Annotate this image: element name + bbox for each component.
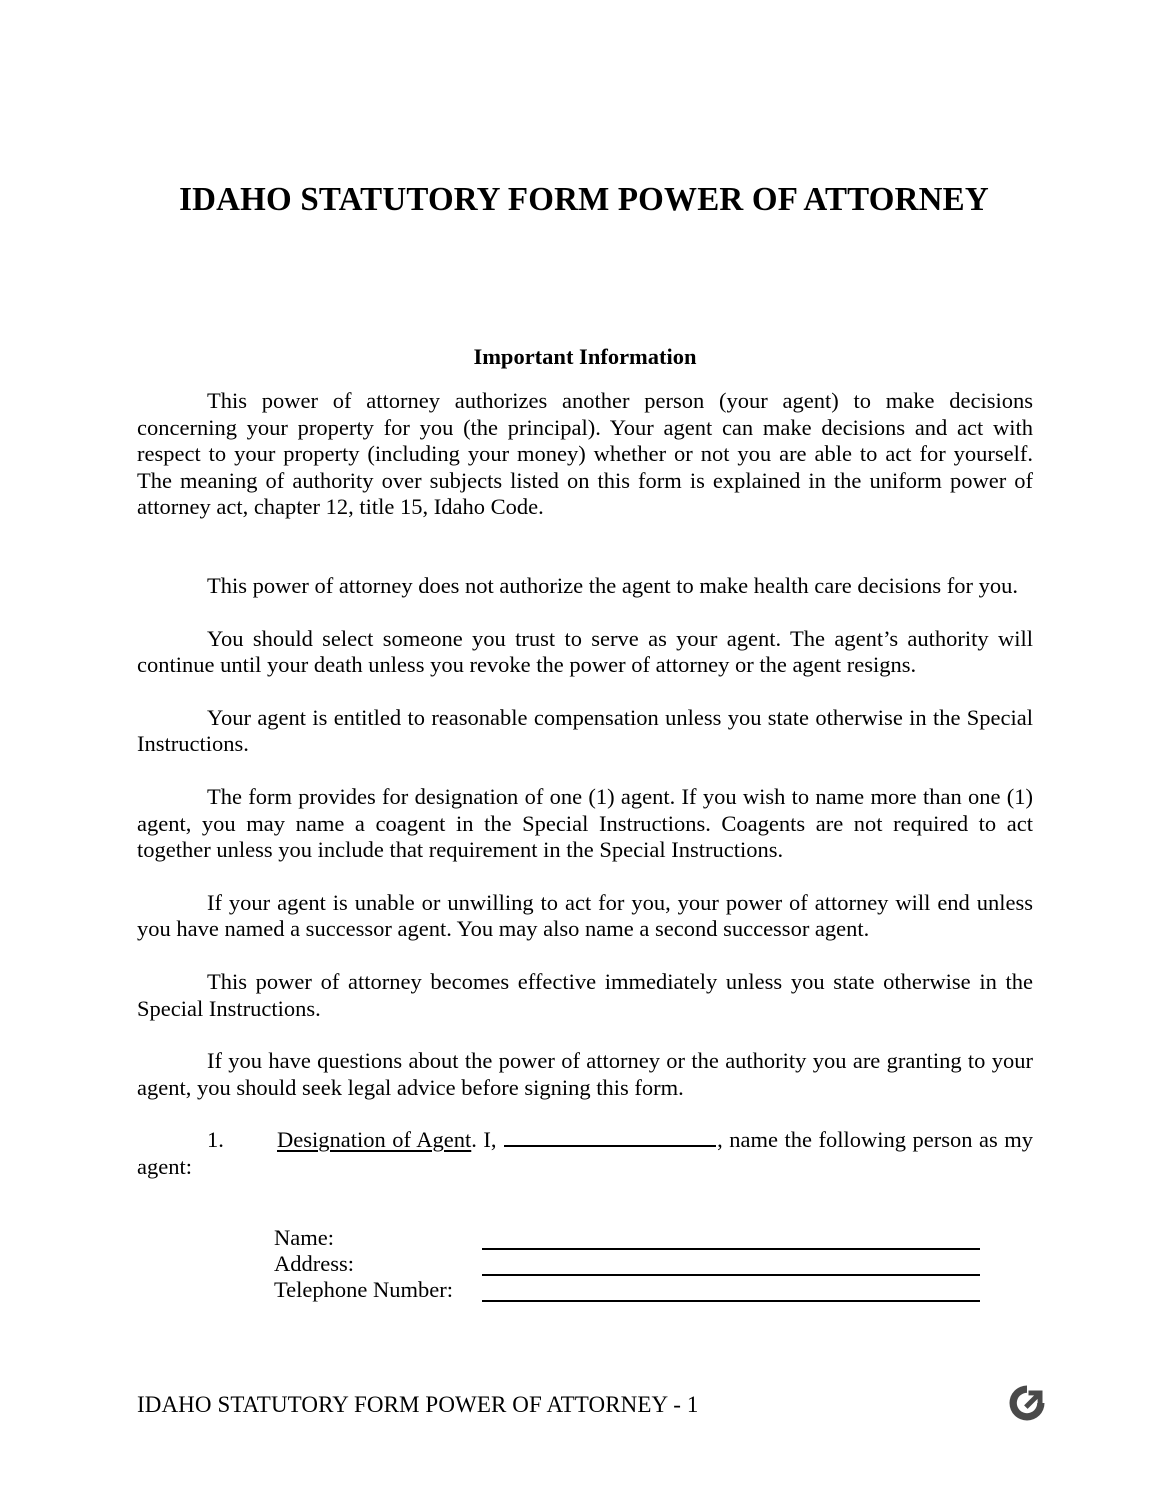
paragraph-spacer	[137, 600, 1033, 626]
paragraph-spacer	[137, 1101, 1033, 1127]
external-link-circle-logo	[1004, 1380, 1050, 1426]
paragraph-4: Your agent is entitled to reasonable compensation unless you state otherwise in the Special Instructions.	[137, 704, 1033, 757]
paragraph-2: This power of attorney does not authorize the agent to make health care decisions for you.	[207, 572, 1018, 598]
footer-page-label: IDAHO STATUTORY FORM POWER OF ATTORNEY - 1	[137, 1392, 699, 1417]
principal-name-blank[interactable]	[504, 1128, 716, 1147]
section-heading-important-information: Important Information	[473, 344, 697, 369]
paragraph-6: If your agent is unable or unwilling to act for you, your power of attorney will end unless you have named a successor agent. You may also name a second successor agent.	[137, 889, 1033, 942]
paragraph-1: This power of attorney authorizes another person (your agent) to make decisions concerning your property for you (the principal). Your agent can make decisions and act with respect to your property (including your money) whether or not you are able to act for yourself. The meaning of authority over subjects listed on this form is explained in the uniform power of attorney act, chapter 12, title 15, Idaho Code.	[137, 388, 1033, 520]
document-body	[137, 344, 1033, 1180]
field-row-name	[274, 1224, 980, 1250]
section-1-term: Designation of Agent	[277, 1127, 472, 1153]
paragraph-5: The form provides for designation of one (1) agent. If you wish to name more than one (1) agent, you may name a coagent in the Special Instructions. Coagents are not required to act together unless you include that requirement in the Special Instructions.	[137, 783, 1033, 863]
agent-fields	[274, 1224, 980, 1302]
paragraph-spacer	[137, 758, 1033, 784]
section-1-after-blank: , name the following person as my agent:	[137, 1127, 1033, 1179]
field-row-address	[274, 1250, 980, 1276]
field-label-telephone: Telephone Number:	[274, 1277, 453, 1302]
section-1-number: 1.	[207, 1127, 224, 1153]
field-input-telephone[interactable]	[482, 1278, 980, 1302]
field-label-address: Address:	[274, 1251, 354, 1276]
page-title: IDAHO STATUTORY FORM POWER OF ATTORNEY	[179, 180, 989, 218]
field-row-telephone	[274, 1276, 980, 1302]
field-label-name: Name:	[274, 1225, 334, 1250]
section-1-designation-of-agent	[137, 1127, 1033, 1180]
field-input-name[interactable]	[482, 1226, 980, 1250]
field-input-address[interactable]	[482, 1252, 980, 1276]
paragraph-spacer	[137, 943, 1033, 969]
paragraph-8: If you have questions about the power of attorney or the authority you are granting to your agent, you should seek legal advice before signing this form.	[137, 1048, 1033, 1100]
paragraph-spacer	[137, 1022, 1033, 1048]
paragraph-3: You should select someone you trust to serve as your agent. The agent’s authority will continue until your death unless you revoke the power of attorney or the agent resigns.	[137, 625, 1033, 678]
paragraph-spacer	[137, 679, 1033, 705]
paragraph-spacer	[137, 521, 1033, 573]
paragraph-7: This power of attorney becomes effective immediately unless you state otherwise in the Special Instructions.	[137, 968, 1033, 1021]
paragraph-spacer	[137, 864, 1033, 890]
section-1-after-term: . I,	[471, 1127, 497, 1153]
